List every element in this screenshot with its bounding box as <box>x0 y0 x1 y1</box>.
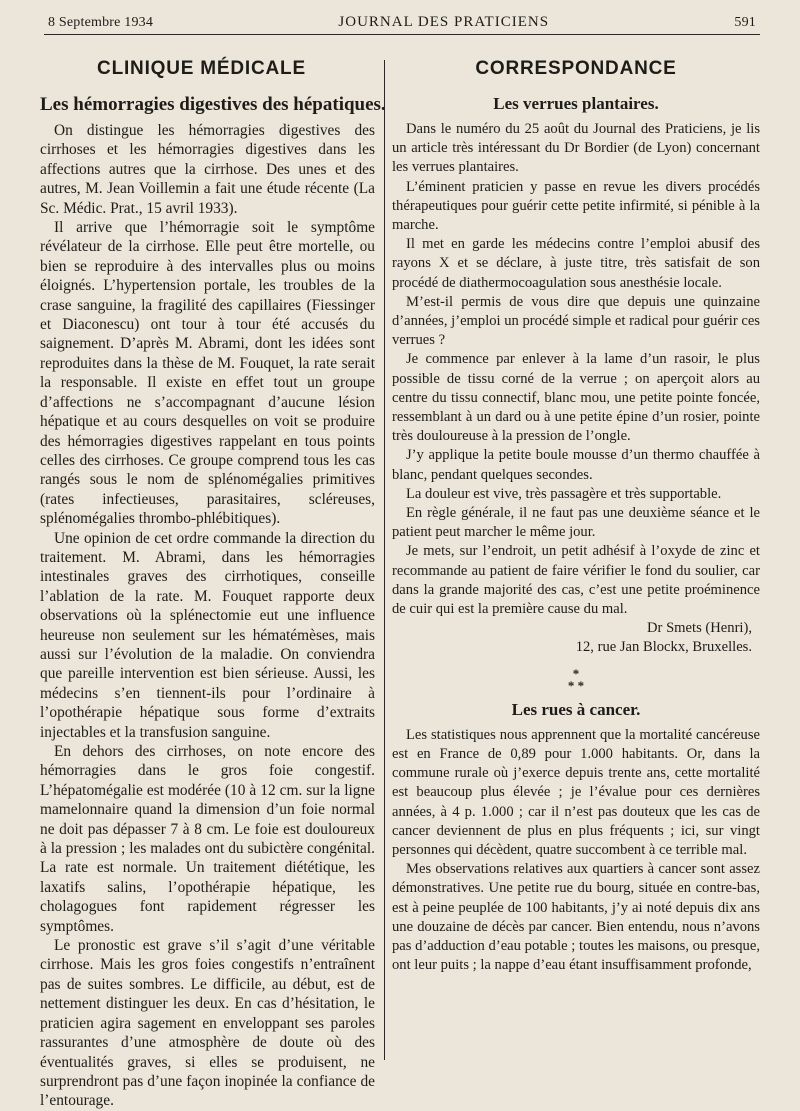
running-header <box>48 14 756 34</box>
section-heading-correspondance: CORRESPONDANCE <box>475 58 677 79</box>
section-separator: * * * <box>567 665 585 693</box>
paragraph: Il arrive que l’hémorragie soit le symptôme révélateur de la cirrhose. Elle peut être mortelle, ou bien se reproduire à des intervalles plus ou moins éloignés. L’hypertension portale, les troubles de la crase sanguine, la fragilité des capillaires (Fiessinger et Diaconescu) ont tour à tour été accusés du saignement. D’après M. Abrami, dont les idées sont reproduites dans la thèse de M. Fouquet, la rate serait la responsable. Il existe en effet tout un groupe d’affections ne s’accompagnant d’aucune lésion hépatique et au cours desquelles on voit se produire des hémorragies digestives rappelant en tous points celles des cirrhoses. Ce groupe comprend tous les cas rangés sous le nom de splénomégalies primitives (rates infectieuses, parasitaires, scléreuses, splénomégalies thrombo-phlébitiques). <box>40 219 375 528</box>
article-title-verrues: Les verrues plantaires. <box>493 94 659 113</box>
article-title-rues-cancer: Les rues à cancer. <box>511 699 641 719</box>
journal-title: JOURNAL DES PRATICIENS <box>338 14 550 30</box>
paragraph: L’éminent praticien y passe en revue les divers procédés thérapeutiques pour guérir cette petite infirmité, si pénible à la marche. <box>392 178 760 234</box>
paragraph: La douleur est vive, très passagère et très supportable. <box>406 485 722 502</box>
paragraph: On distingue les hémorragies digestives des cirrhoses et les hémorragies digestives dans les affections autres que la cirrhose. Des unes et des autres, M. Jean Voillemin a fait une étude récente (La Sc. Médic. Prat., 15 avril 1933). <box>40 122 375 217</box>
page-number: 591 <box>734 15 756 30</box>
header-rule <box>44 34 760 35</box>
paragraph: Une opinion de cet ordre commande la direction du traitement. M. Abrami, dans les hémorragies intestinales graves des cirrhotiques, conseille l’ablation de la rate. M. Fouquet rapporte deux observations où la splénectomie eut une influence heureuse non seulement sur les hématémèses, mais aussi sur l’évolution de la maladie. On conviendra que pareille intervention est bien sérieuse. Aussi, les médecins s’en tiennent-ils pour l’ordinaire à l’opothérapie hépatique sous forme d’extraits injectables et la transfusion sanguine. <box>40 529 375 741</box>
paragraph: Je mets, sur l’endroit, un petit adhésif à l’oxyde de zinc et recommande au patient de faire vérifier le fond du soulier, car dans la grande majorité des cas, c’est une petite proéminence de cuir qui est la première cause du mal. <box>392 543 760 618</box>
issue-date: 8 Septembre 1934 <box>48 15 154 30</box>
paragraph: Je commence par enlever à la lame d’un rasoir, le plus possible de tissu corné de la verrue ; on aperçoit alors au centre du tissu connectif, blanc mou, une petite pointe foncée, ressemblant à un dard ou à une petite épine d’un rosier, pointe très douloureuse à la pression de l’ongle. <box>392 351 760 445</box>
right-column <box>392 58 760 975</box>
signature-address: 12, rue Jan Blockx, Bruxelles. <box>575 639 752 656</box>
column-divider <box>384 60 385 1060</box>
paragraph: J’y applique la petite boule mousse d’un thermo chauffée à blanc, pendant quelques secondes. <box>392 447 760 483</box>
paragraph: En règle générale, il ne faut pas une deuxième séance et le patient peut marcher le même jour. <box>392 505 760 541</box>
paragraph: Mes observations relatives aux quartiers à cancer sont assez démonstratives. Une petite rue du bourg, située en contre-bas, est à peine peuplée de 100 habitants, j’y ai noté depuis dix ans une douzaine de décès par cancer. Bien entendu, nous n’avons pas d’adduction d’eau potable ; toutes les maisons, ou presque, ont leur puits ; la nappe d’eau étant insuffisamment profonde, <box>392 861 760 974</box>
paragraph: Le pronostic est grave s’il s’agit d’une véritable cirrhose. Mais les gros foies congestifs n’entraînent pas de suites sombres. Le difficile, au début, est de nettement distinguer les deux. En cas d’hésitation, le praticien agira sagement en enveloppant ses paroles rassurantes d’une atmosphère de doute où des éventualités graves, si elles se produisent, ne surprendront pas d’une façon inopinée la confiance de l’entourage. <box>40 937 375 1110</box>
paragraph: En dehors des cirrhoses, on note encore des hémorragies dans le gros foie congestif. L’hépatomégalie est modérée (10 à 12 cm. sur la ligne mamelonnaire quand la dimension d’un foie normal ne doit pas dépasser 7 à 8 cm. Le foie est douloureux à la pression ; les malades ont du subictère congénital. La rate est normale. Un traitement diététique, les laxatifs salins, l’opothérapie hépatique, les cholagogues font rapidement régresser les symptômes. <box>40 743 375 935</box>
section-heading-clinique: CLINIQUE MÉDICALE <box>97 58 306 79</box>
paragraph: Dans le numéro du 25 août du Journal des Praticiens, je lis un article très intéressant du Dr Bordier (de Lyon) concernant les verrues plantaires. <box>392 121 760 176</box>
paragraph: M’est-il permis de vous dire que depuis une quinzaine d’années, j’emploi un procédé simple et radical pour guérir ces verrues ? <box>392 293 760 349</box>
paragraph: Il met en garde les médecins contre l’emploi abusif des rayons X et se déclare, à juste titre, très satisfait de son procédé de diathermocoagulation sous anesthésie locale. <box>392 236 760 291</box>
left-column <box>40 58 386 1111</box>
article-title-hemorragies: Les hémorragies digestives des hépatiques. <box>40 94 386 115</box>
paragraph: Les statistiques nous apprennent que la mortalité cancéreuse est en France de 0,89 pour 1.000 habitants. Or, dans la commune rurale où j’exerce depuis trente ans, cette mortalité est beaucoup plus élevée ; je l’évalue pour ces dernières années, à 4 p. 1.000 ; car il n’est pas douteux que les cas de cancer deviennent de plus en plus fréquents ; ici, sur vingt personnes qui décèdent, quatre succombent à ce terrible mal. <box>392 726 760 858</box>
signature-name: Dr Smets (Henri), <box>647 620 752 637</box>
